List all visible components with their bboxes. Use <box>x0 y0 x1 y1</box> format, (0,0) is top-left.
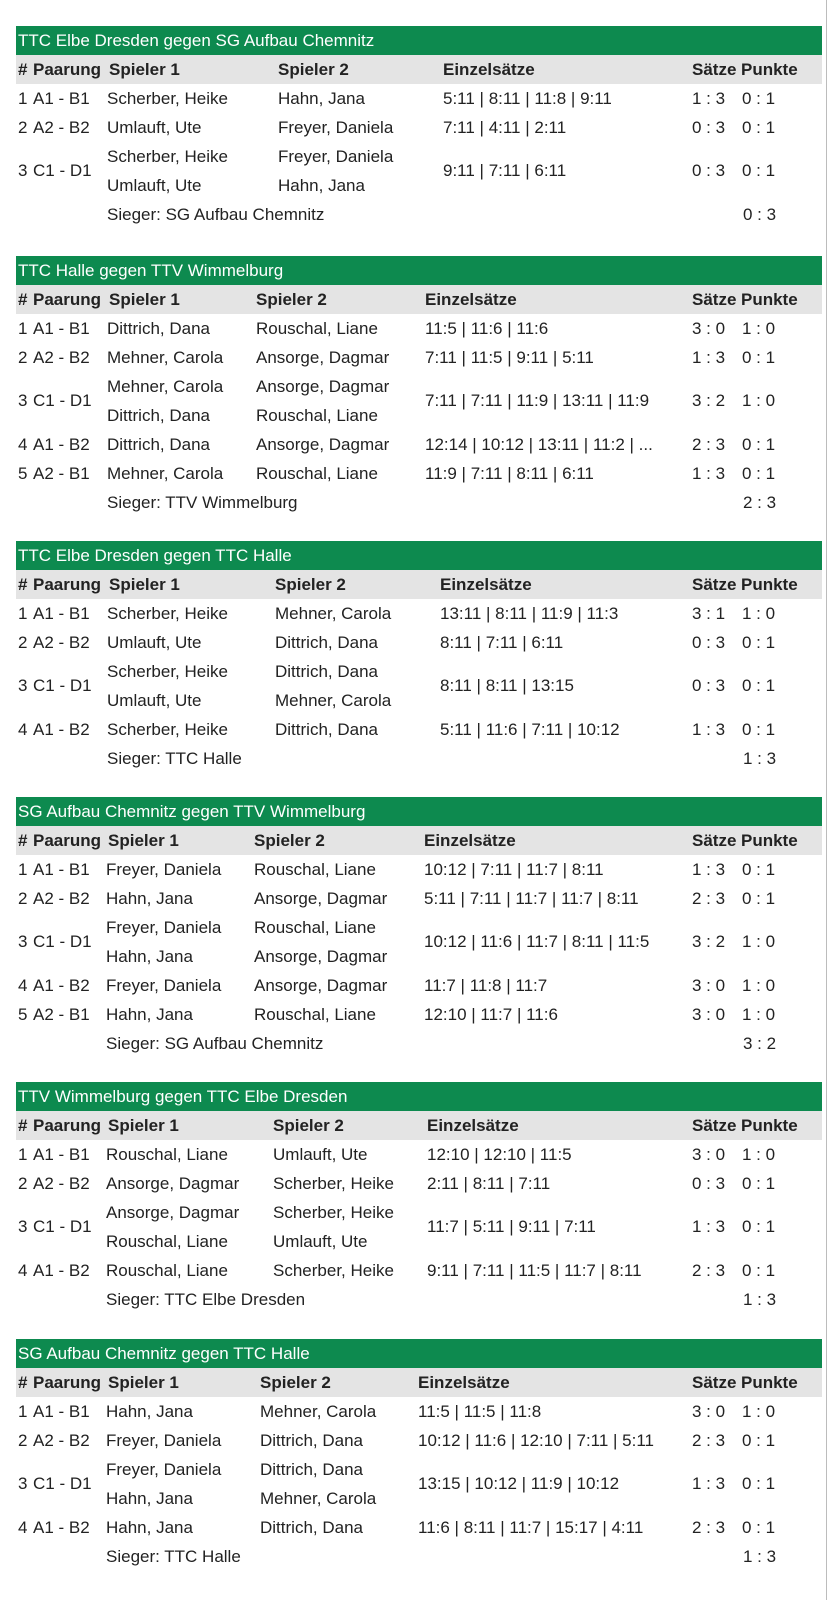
table-row <box>16 913 822 971</box>
row-num: 3 <box>18 676 28 695</box>
player1-name: Freyer, Daniela <box>106 918 222 937</box>
player1-name: Freyer, Daniela <box>106 976 222 995</box>
einzelsaetze-value: 5:11 | 7:11 | 11:7 | 11:7 | 8:11 <box>424 889 639 908</box>
player1-name: Hahn, Jana <box>106 1489 193 1508</box>
einzelsaetze-value: 5:11 | 11:6 | 7:11 | 10:12 <box>440 720 620 739</box>
row-num: 2 <box>18 1431 28 1450</box>
punkte-value: 0 : 1 <box>742 348 776 367</box>
header-num: # <box>18 290 28 309</box>
player1-name: Rouschal, Liane <box>106 1261 228 1280</box>
player2-name: Ansorge, Dagmar <box>254 947 388 966</box>
row-num: 4 <box>18 1261 28 1280</box>
punkte-value: 0 : 1 <box>742 89 776 108</box>
player2-name: Umlauft, Ute <box>273 1145 368 1164</box>
row-paarung: A2 - B1 <box>33 464 90 483</box>
saetze-value: 3 : 2 <box>692 391 726 410</box>
match-title: TTC Elbe Dresden gegen TTC Halle <box>16 541 822 570</box>
header-einzelsaetze: Einzelsätze <box>427 1116 519 1135</box>
match-title: SG Aufbau Chemnitz gegen TTC Halle <box>16 1339 822 1368</box>
row-num: 1 <box>18 319 28 338</box>
header-spieler1: Spieler 1 <box>109 60 180 79</box>
player2-name: Freyer, Daniela <box>278 118 394 137</box>
player1-name: Rouschal, Liane <box>106 1145 228 1164</box>
row-num: 1 <box>18 1145 28 1164</box>
match-result: 1 : 3 <box>743 1290 777 1309</box>
table-row <box>16 628 822 657</box>
table-row <box>16 1455 822 1513</box>
row-num: 1 <box>18 89 28 108</box>
player2-name: Mehner, Carola <box>260 1489 377 1508</box>
row-num: 5 <box>18 464 28 483</box>
einzelsaetze-value: 12:10 | 11:7 | 11:6 <box>424 1005 558 1024</box>
match-block <box>16 26 822 229</box>
einzelsaetze-value: 5:11 | 8:11 | 11:8 | 9:11 <box>443 89 612 108</box>
row-num: 2 <box>18 633 28 652</box>
row-num: 3 <box>18 932 28 951</box>
einzelsaetze-value: 9:11 | 7:11 | 11:5 | 11:7 | 8:11 <box>427 1261 642 1280</box>
punkte-value: 0 : 1 <box>742 1261 776 1280</box>
punkte-value: 1 : 0 <box>742 1402 776 1421</box>
header-num: # <box>18 60 28 79</box>
saetze-value: 0 : 3 <box>692 161 726 180</box>
player1-name: Hahn, Jana <box>106 1518 193 1537</box>
saetze-value: 1 : 3 <box>692 720 726 739</box>
match-block <box>16 1339 822 1571</box>
player1-name: Umlauft, Ute <box>107 176 202 195</box>
header-paarung: Paarung <box>33 60 102 79</box>
match-block <box>16 1082 822 1314</box>
winner-label: Sieger: TTC Elbe Dresden <box>106 1290 306 1309</box>
saetze-value: 1 : 3 <box>692 89 726 108</box>
row-paarung: A2 - B2 <box>33 633 90 652</box>
table-header <box>16 826 822 855</box>
player1-name: Rouschal, Liane <box>106 1232 228 1251</box>
header-einzelsaetze: Einzelsätze <box>443 60 535 79</box>
row-paarung: A1 - B2 <box>33 1518 90 1537</box>
row-paarung: A1 - B1 <box>33 860 90 879</box>
row-paarung: A2 - B2 <box>33 348 90 367</box>
player2-name: Dittrich, Dana <box>260 1518 363 1537</box>
header-spieler1: Spieler 1 <box>109 290 180 309</box>
einzelsaetze-value: 8:11 | 8:11 | 13:15 <box>440 676 574 695</box>
player2-name: Hahn, Jana <box>278 89 365 108</box>
saetze-value: 1 : 3 <box>692 348 726 367</box>
punkte-value: 0 : 1 <box>742 633 776 652</box>
row-paarung: C1 - D1 <box>33 161 92 180</box>
punkte-value: 1 : 0 <box>742 604 776 623</box>
header-paarung: Paarung <box>33 1373 102 1392</box>
winner-label: Sieger: TTC Halle <box>107 749 242 768</box>
row-num: 2 <box>18 348 28 367</box>
saetze-value: 3 : 0 <box>692 1005 726 1024</box>
player1-name: Mehner, Carola <box>107 377 224 396</box>
header-spieler2: Spieler 2 <box>254 831 325 850</box>
row-paarung: A1 - B2 <box>33 1261 90 1280</box>
player1-name: Hahn, Jana <box>106 1402 193 1421</box>
table-header <box>16 55 822 84</box>
header-saetze: Sätze <box>692 290 737 309</box>
row-paarung: C1 - D1 <box>33 1474 92 1493</box>
table-row <box>16 1397 822 1426</box>
row-paarung: A1 - B2 <box>33 720 90 739</box>
row-paarung: A1 - B1 <box>33 319 90 338</box>
winner-label: Sieger: SG Aufbau Chemnitz <box>106 1034 324 1053</box>
einzelsaetze-value: 11:5 | 11:6 | 11:6 <box>425 319 549 338</box>
einzelsaetze-value: 11:9 | 7:11 | 8:11 | 6:11 <box>425 464 594 483</box>
header-spieler1: Spieler 1 <box>108 1116 179 1135</box>
player1-name: Scherber, Heike <box>107 89 228 108</box>
header-spieler2: Spieler 2 <box>278 60 349 79</box>
row-num: 3 <box>18 1474 28 1493</box>
header-punkte: Punkte <box>741 831 798 850</box>
punkte-value: 0 : 1 <box>742 1474 776 1493</box>
header-spieler1: Spieler 1 <box>108 1373 179 1392</box>
einzelsaetze-value: 9:11 | 7:11 | 6:11 <box>443 161 567 180</box>
player2-name: Umlauft, Ute <box>273 1232 368 1251</box>
einzelsaetze-value: 7:11 | 11:5 | 9:11 | 5:11 <box>425 348 594 367</box>
row-num: 4 <box>18 976 28 995</box>
header-einzelsaetze: Einzelsätze <box>425 290 517 309</box>
header-spieler2: Spieler 2 <box>256 290 327 309</box>
punkte-value: 1 : 0 <box>742 932 776 951</box>
row-paarung: A1 - B1 <box>33 89 90 108</box>
player2-name: Mehner, Carola <box>275 604 392 623</box>
punkte-value: 1 : 0 <box>742 976 776 995</box>
match-result: 3 : 2 <box>743 1034 777 1053</box>
table-header <box>16 1368 822 1397</box>
player2-name: Ansorge, Dagmar <box>254 976 388 995</box>
row-paarung: A1 - B2 <box>33 976 90 995</box>
player1-name: Hahn, Jana <box>106 1005 193 1024</box>
row-num: 5 <box>18 1005 28 1024</box>
table-row <box>16 343 822 372</box>
player1-name: Mehner, Carola <box>107 464 224 483</box>
player2-name: Scherber, Heike <box>273 1203 394 1222</box>
punkte-value: 0 : 1 <box>742 464 776 483</box>
header-num: # <box>18 831 28 850</box>
table-row <box>16 84 822 113</box>
saetze-value: 3 : 0 <box>692 976 726 995</box>
table-row <box>16 372 822 430</box>
header-einzelsaetze: Einzelsätze <box>418 1373 510 1392</box>
einzelsaetze-value: 10:12 | 11:6 | 12:10 | 7:11 | 5:11 <box>418 1431 655 1450</box>
table-row <box>16 884 822 913</box>
player2-name: Scherber, Heike <box>273 1174 394 1193</box>
player2-name: Dittrich, Dana <box>275 633 378 652</box>
saetze-value: 0 : 3 <box>692 1174 726 1193</box>
header-num: # <box>18 575 28 594</box>
player2-name: Hahn, Jana <box>278 176 365 195</box>
winner-label: Sieger: TTV Wimmelburg <box>107 493 298 512</box>
einzelsaetze-value: 7:11 | 4:11 | 2:11 <box>443 118 567 137</box>
row-paarung: C1 - D1 <box>33 391 92 410</box>
row-paarung: A1 - B1 <box>33 604 90 623</box>
saetze-value: 3 : 2 <box>692 932 726 951</box>
punkte-value: 0 : 1 <box>742 435 776 454</box>
player2-name: Mehner, Carola <box>260 1402 377 1421</box>
header-spieler2: Spieler 2 <box>260 1373 331 1392</box>
header-punkte: Punkte <box>741 1116 798 1135</box>
punkte-value: 0 : 1 <box>742 1174 776 1193</box>
player2-name: Rouschal, Liane <box>254 918 376 937</box>
match-block <box>16 797 822 1058</box>
winner-row <box>16 200 822 229</box>
table-row <box>16 1513 822 1542</box>
scroll-edge-divider <box>826 0 827 1600</box>
header-paarung: Paarung <box>33 290 102 309</box>
saetze-value: 1 : 3 <box>692 464 726 483</box>
header-punkte: Punkte <box>741 290 798 309</box>
player1-name: Dittrich, Dana <box>107 319 210 338</box>
player2-name: Rouschal, Liane <box>254 860 376 879</box>
row-num: 2 <box>18 1174 28 1193</box>
header-einzelsaetze: Einzelsätze <box>424 831 516 850</box>
table-row <box>16 1140 822 1169</box>
table-header <box>16 285 822 314</box>
winner-row <box>16 488 822 517</box>
saetze-value: 2 : 3 <box>692 435 726 454</box>
header-saetze: Sätze <box>692 1116 737 1135</box>
saetze-value: 3 : 1 <box>692 604 726 623</box>
header-spieler1: Spieler 1 <box>109 575 180 594</box>
einzelsaetze-value: 13:11 | 8:11 | 11:9 | 11:3 <box>440 604 619 623</box>
saetze-value: 1 : 3 <box>692 1474 726 1493</box>
punkte-value: 0 : 1 <box>742 676 776 695</box>
header-saetze: Sätze <box>692 575 737 594</box>
header-num: # <box>18 1116 28 1135</box>
saetze-value: 0 : 3 <box>692 676 726 695</box>
table-row <box>16 314 822 343</box>
einzelsaetze-value: 10:12 | 11:6 | 11:7 | 8:11 | 11:5 <box>424 932 650 951</box>
match-result: 1 : 3 <box>743 1547 777 1566</box>
row-num: 2 <box>18 889 28 908</box>
row-paarung: C1 - D1 <box>33 1217 92 1236</box>
player2-name: Rouschal, Liane <box>256 319 378 338</box>
table-row <box>16 715 822 744</box>
row-num: 1 <box>18 604 28 623</box>
einzelsaetze-value: 12:14 | 10:12 | 13:11 | 11:2 | ... <box>425 435 653 454</box>
player1-name: Ansorge, Dagmar <box>106 1174 240 1193</box>
einzelsaetze-value: 8:11 | 7:11 | 6:11 <box>440 633 564 652</box>
einzelsaetze-value: 11:7 | 5:11 | 9:11 | 7:11 <box>427 1217 596 1236</box>
player1-name: Freyer, Daniela <box>106 1460 222 1479</box>
row-paarung: A2 - B2 <box>33 118 90 137</box>
row-paarung: A2 - B2 <box>33 1431 90 1450</box>
player1-name: Freyer, Daniela <box>106 1431 222 1450</box>
table-row <box>16 430 822 459</box>
header-saetze: Sätze <box>692 831 737 850</box>
winner-label: Sieger: SG Aufbau Chemnitz <box>107 205 325 224</box>
saetze-value: 3 : 0 <box>692 319 726 338</box>
punkte-value: 0 : 1 <box>742 118 776 137</box>
saetze-value: 2 : 3 <box>692 1518 726 1537</box>
saetze-value: 2 : 3 <box>692 889 726 908</box>
punkte-value: 0 : 1 <box>742 161 776 180</box>
winner-row <box>16 1542 822 1571</box>
punkte-value: 1 : 0 <box>742 319 776 338</box>
player1-name: Umlauft, Ute <box>107 691 202 710</box>
player1-name: Umlauft, Ute <box>107 118 202 137</box>
winner-row <box>16 744 822 773</box>
einzelsaetze-value: 2:11 | 8:11 | 7:11 <box>427 1174 551 1193</box>
table-row <box>16 1000 822 1029</box>
header-spieler2: Spieler 2 <box>275 575 346 594</box>
punkte-value: 0 : 1 <box>742 1431 776 1450</box>
player1-name: Scherber, Heike <box>107 720 228 739</box>
row-num: 2 <box>18 118 28 137</box>
player2-name: Mehner, Carola <box>275 691 392 710</box>
player1-name: Hahn, Jana <box>106 889 193 908</box>
punkte-value: 1 : 0 <box>742 391 776 410</box>
player1-name: Mehner, Carola <box>107 348 224 367</box>
player2-name: Dittrich, Dana <box>260 1460 363 1479</box>
player2-name: Dittrich, Dana <box>260 1431 363 1450</box>
punkte-value: 0 : 1 <box>742 1518 776 1537</box>
match-block <box>16 256 822 517</box>
player2-name: Dittrich, Dana <box>275 720 378 739</box>
match-title: TTC Halle gegen TTV Wimmelburg <box>16 256 822 285</box>
row-paarung: A2 - B2 <box>33 889 90 908</box>
punkte-value: 1 : 0 <box>742 1005 776 1024</box>
player2-name: Ansorge, Dagmar <box>256 435 390 454</box>
table-row <box>16 113 822 142</box>
table-row <box>16 1198 822 1256</box>
saetze-value: 3 : 0 <box>692 1145 726 1164</box>
header-paarung: Paarung <box>33 831 102 850</box>
player1-name: Scherber, Heike <box>107 604 228 623</box>
player1-name: Scherber, Heike <box>107 662 228 681</box>
player1-name: Dittrich, Dana <box>107 435 210 454</box>
winner-label: Sieger: TTC Halle <box>106 1547 241 1566</box>
match-result: 1 : 3 <box>743 749 777 768</box>
header-saetze: Sätze <box>692 60 737 79</box>
player1-name: Hahn, Jana <box>106 947 193 966</box>
row-num: 1 <box>18 1402 28 1421</box>
row-paarung: A1 - B1 <box>33 1402 90 1421</box>
punkte-value: 0 : 1 <box>742 720 776 739</box>
table-row <box>16 142 822 200</box>
row-num: 3 <box>18 391 28 410</box>
punkte-value: 0 : 1 <box>742 889 776 908</box>
header-punkte: Punkte <box>741 60 798 79</box>
row-num: 3 <box>18 161 28 180</box>
player2-name: Ansorge, Dagmar <box>254 889 388 908</box>
row-paarung: C1 - D1 <box>33 676 92 695</box>
table-row <box>16 1169 822 1198</box>
einzelsaetze-value: 11:7 | 11:8 | 11:7 <box>424 976 548 995</box>
player1-name: Scherber, Heike <box>107 147 228 166</box>
row-paarung: A2 - B2 <box>33 1174 90 1193</box>
match-title: TTV Wimmelburg gegen TTC Elbe Dresden <box>16 1082 822 1111</box>
table-row <box>16 657 822 715</box>
winner-row <box>16 1029 822 1058</box>
header-einzelsaetze: Einzelsätze <box>440 575 532 594</box>
einzelsaetze-value: 13:15 | 10:12 | 11:9 | 10:12 <box>418 1474 620 1493</box>
match-title: SG Aufbau Chemnitz gegen TTV Wimmelburg <box>16 797 822 826</box>
match-result: 2 : 3 <box>743 493 777 512</box>
saetze-value: 2 : 3 <box>692 1431 726 1450</box>
saetze-value: 1 : 3 <box>692 1217 726 1236</box>
row-num: 1 <box>18 860 28 879</box>
table-row <box>16 855 822 884</box>
einzelsaetze-value: 7:11 | 7:11 | 11:9 | 13:11 | 11:9 <box>425 391 650 410</box>
player1-name: Umlauft, Ute <box>107 633 202 652</box>
einzelsaetze-value: 11:5 | 11:5 | 11:8 <box>418 1402 542 1421</box>
row-num: 4 <box>18 435 28 454</box>
saetze-value: 3 : 0 <box>692 1402 726 1421</box>
player2-name: Rouschal, Liane <box>256 464 378 483</box>
player2-name: Ansorge, Dagmar <box>256 377 390 396</box>
match-title: TTC Elbe Dresden gegen SG Aufbau Chemnitz <box>16 26 822 55</box>
player2-name: Scherber, Heike <box>273 1261 394 1280</box>
header-paarung: Paarung <box>33 1116 102 1135</box>
saetze-value: 1 : 3 <box>692 860 726 879</box>
header-num: # <box>18 1373 28 1392</box>
player1-name: Ansorge, Dagmar <box>106 1203 240 1222</box>
player2-name: Freyer, Daniela <box>278 147 394 166</box>
row-paarung: A2 - B1 <box>33 1005 90 1024</box>
header-spieler1: Spieler 1 <box>108 831 179 850</box>
match-result: 0 : 3 <box>743 205 777 224</box>
saetze-value: 0 : 3 <box>692 633 726 652</box>
saetze-value: 2 : 3 <box>692 1261 726 1280</box>
header-saetze: Sätze <box>692 1373 737 1392</box>
row-paarung: C1 - D1 <box>33 932 92 951</box>
table-row <box>16 459 822 488</box>
einzelsaetze-value: 11:6 | 8:11 | 11:7 | 15:17 | 4:11 <box>418 1518 644 1537</box>
player2-name: Rouschal, Liane <box>256 406 378 425</box>
row-paarung: A1 - B2 <box>33 435 90 454</box>
row-num: 4 <box>18 1518 28 1537</box>
player2-name: Dittrich, Dana <box>275 662 378 681</box>
row-num: 3 <box>18 1217 28 1236</box>
match-block <box>16 541 822 773</box>
header-paarung: Paarung <box>33 575 102 594</box>
header-punkte: Punkte <box>741 575 798 594</box>
header-spieler2: Spieler 2 <box>273 1116 344 1135</box>
punkte-value: 1 : 0 <box>742 1145 776 1164</box>
player1-name: Dittrich, Dana <box>107 406 210 425</box>
table-row <box>16 1256 822 1285</box>
header-punkte: Punkte <box>741 1373 798 1392</box>
table-row <box>16 599 822 628</box>
einzelsaetze-value: 12:10 | 12:10 | 11:5 <box>427 1145 572 1164</box>
table-header <box>16 570 822 599</box>
row-num: 4 <box>18 720 28 739</box>
table-header <box>16 1111 822 1140</box>
saetze-value: 0 : 3 <box>692 118 726 137</box>
punkte-value: 0 : 1 <box>742 1217 776 1236</box>
table-row <box>16 971 822 1000</box>
winner-row <box>16 1285 822 1314</box>
player1-name: Freyer, Daniela <box>106 860 222 879</box>
player2-name: Ansorge, Dagmar <box>256 348 390 367</box>
row-paarung: A1 - B1 <box>33 1145 90 1164</box>
punkte-value: 0 : 1 <box>742 860 776 879</box>
einzelsaetze-value: 10:12 | 7:11 | 11:7 | 8:11 <box>424 860 604 879</box>
player2-name: Rouschal, Liane <box>254 1005 376 1024</box>
table-row <box>16 1426 822 1455</box>
